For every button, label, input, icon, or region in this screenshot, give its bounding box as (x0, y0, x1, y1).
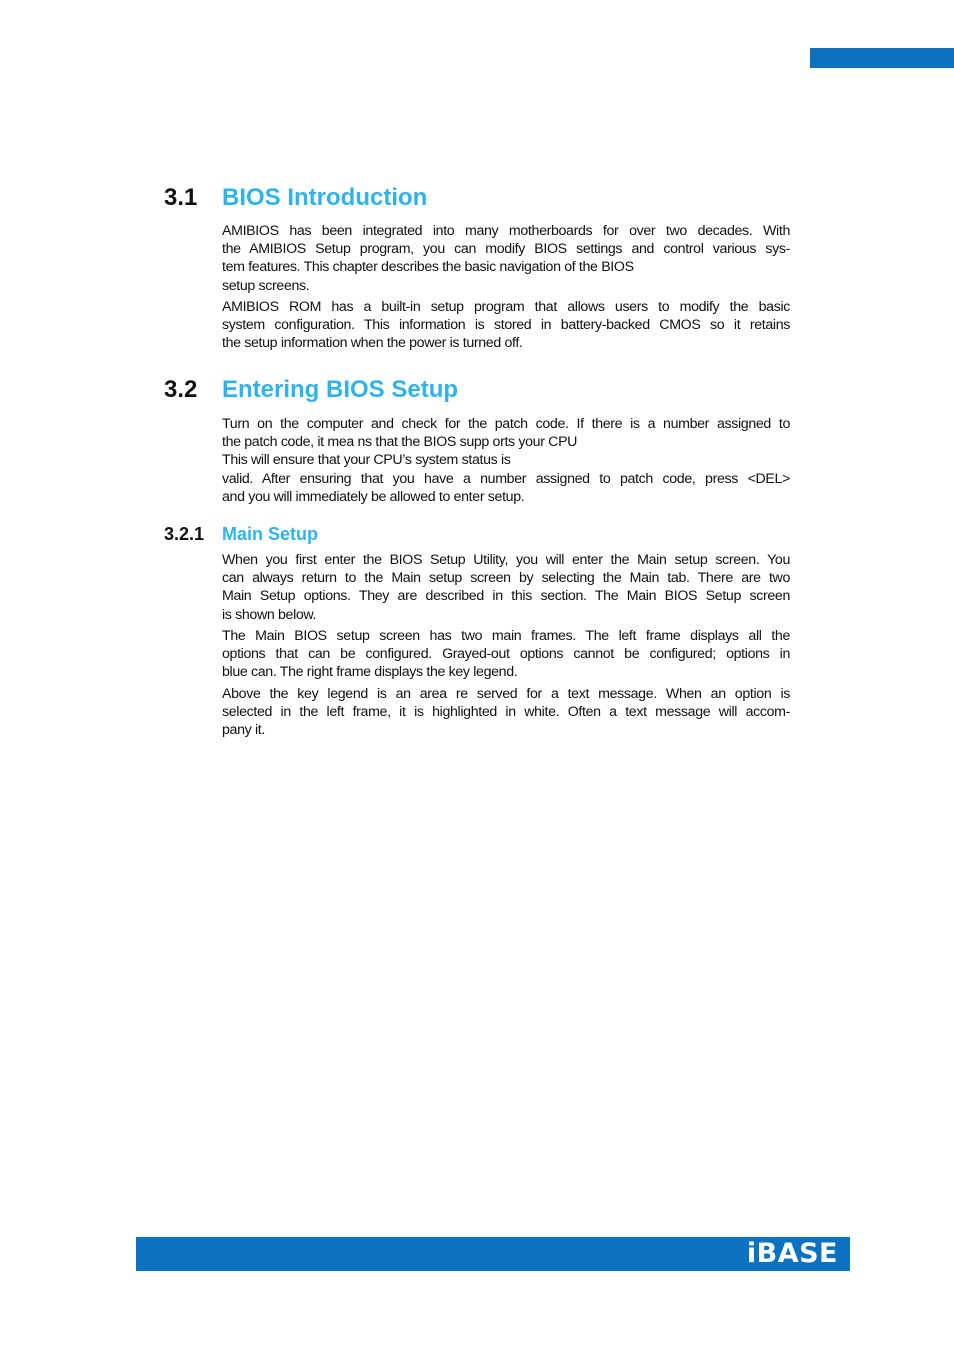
paragraph-line: setup screens. (222, 277, 310, 294)
paragraph (222, 298, 790, 353)
paragraph-line: AMIBIOS ROM has a built-in setup program that allows users to modify the basic (222, 299, 790, 315)
section-title: BIOS Introduction (222, 184, 428, 211)
section-number: 3.2.1 (164, 524, 205, 544)
paragraph (222, 685, 790, 740)
paragraph-line: can always return to the Main setup screen by selecting the Main tab. There are two (222, 570, 790, 587)
paragraph-line: When you first enter the BIOS Setup Utility, you will enter the Main setup screen. You (222, 552, 790, 568)
paragraph-line: blue can. The right frame displays the key legend. (222, 664, 518, 681)
section-number: 3.2 (164, 376, 198, 403)
paragraph-line: AMIBIOS has been integrated into many motherboards for over two decades. With (222, 223, 790, 239)
paragraph-line: the AMIBIOS Setup program, you can modify BIOS settings and control various sys- (222, 241, 790, 258)
ibase-logo: iBASE (746, 1238, 838, 1269)
paragraph (222, 551, 790, 624)
paragraph-line: pany it. (222, 722, 265, 739)
paragraph-line: system configuration. This information is stored in battery-backed CMOS so it retains (222, 317, 790, 334)
paragraph-line: options that can be configured. Grayed-out options cannot be configured; options in (222, 646, 790, 663)
paragraph-line: and you will immediately be allowed to enter setup. (222, 488, 525, 505)
paragraph-line: is shown below. (222, 606, 317, 623)
paragraph (222, 222, 790, 295)
paragraph-line: This will ensure that your CPU’s system status is (222, 452, 511, 469)
paragraph-line: the patch code, it mea ns that the BIOS supp orts your CPU (222, 434, 578, 451)
paragraph-line: valid. After ensuring that you have a number assigned to patch code, press <DEL> (222, 470, 790, 487)
paragraph-line: Turn on the computer and check for the patch code. If there is a number assigned to (222, 416, 790, 432)
paragraph-line: Main Setup options. They are described in this section. The Main BIOS Setup screen (222, 588, 790, 605)
paragraph-line: the setup information when the power is turned off. (222, 335, 523, 352)
paragraph-line: Above the key legend is an area re served for a text message. When an option is (222, 686, 790, 702)
paragraph (222, 415, 790, 506)
footer-bar (136, 1237, 850, 1271)
paragraph-line: tem features. This chapter describes the basic navigation of the BIOS (222, 259, 634, 276)
header-tab-bar (810, 48, 954, 68)
section-title: Main Setup (222, 524, 319, 544)
paragraph (222, 627, 790, 682)
paragraph-line: The Main BIOS setup screen has two main frames. The left frame displays all the (222, 628, 790, 644)
section-number: 3.1 (164, 184, 198, 211)
paragraph-line: selected in the left frame, it is highlighted in white. Often a text message will accom- (222, 704, 790, 721)
section-title: Entering BIOS Setup (222, 376, 459, 403)
